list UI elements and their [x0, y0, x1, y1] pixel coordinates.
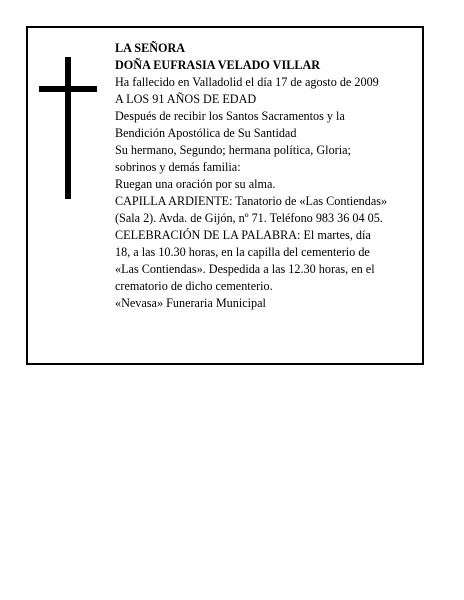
chapel-line-1: CAPILLA ARDIENTE: Tanatorio de «Las Contiendas» — [115, 194, 388, 208]
family-line-2: sobrinos y demás familia: — [115, 160, 241, 174]
ceremony-line-3: «Las Contiendas». Despedida a las 12.30 horas, en el — [115, 262, 375, 276]
cross-vertical-bar — [65, 57, 71, 199]
sacraments-line-1: Después de recibir los Santos Sacramentos y la — [115, 109, 345, 123]
family-line-1: Su hermano, Segundo; hermana política, Gloria; — [115, 143, 351, 157]
obituary-frame — [26, 26, 424, 365]
obituary-title: LA SEÑORA — [115, 41, 186, 55]
death-announcement: Ha fallecido en Valladolid el día 17 de agosto de 2009 — [115, 75, 379, 89]
funeral-home: «Nevasa» Funeraria Municipal — [115, 296, 266, 310]
cross-horizontal-bar — [39, 86, 97, 92]
ceremony-line-2: 18, a las 10.30 horas, en la capilla del cementerio de — [115, 245, 370, 259]
obituary-text — [115, 40, 421, 312]
sacraments-line-2: Bendición Apostólica de Su Santidad — [115, 126, 297, 140]
ceremony-line-1: CELEBRACIÓN DE LA PALABRA: El martes, día — [115, 228, 371, 242]
ceremony-line-4: crematorio de dicho cementerio. — [115, 279, 273, 293]
prayer-request: Ruegan una oración por su alma. — [115, 177, 276, 191]
deceased-name: DOÑA EUFRASIA VELADO VILLAR — [115, 58, 321, 72]
age-line: A LOS 91 AÑOS DE EDAD — [115, 92, 257, 106]
cross-icon — [39, 57, 97, 199]
chapel-line-2: (Sala 2). Avda. de Gijón, nº 71. Teléfono 983 36 04 05. — [115, 211, 383, 225]
